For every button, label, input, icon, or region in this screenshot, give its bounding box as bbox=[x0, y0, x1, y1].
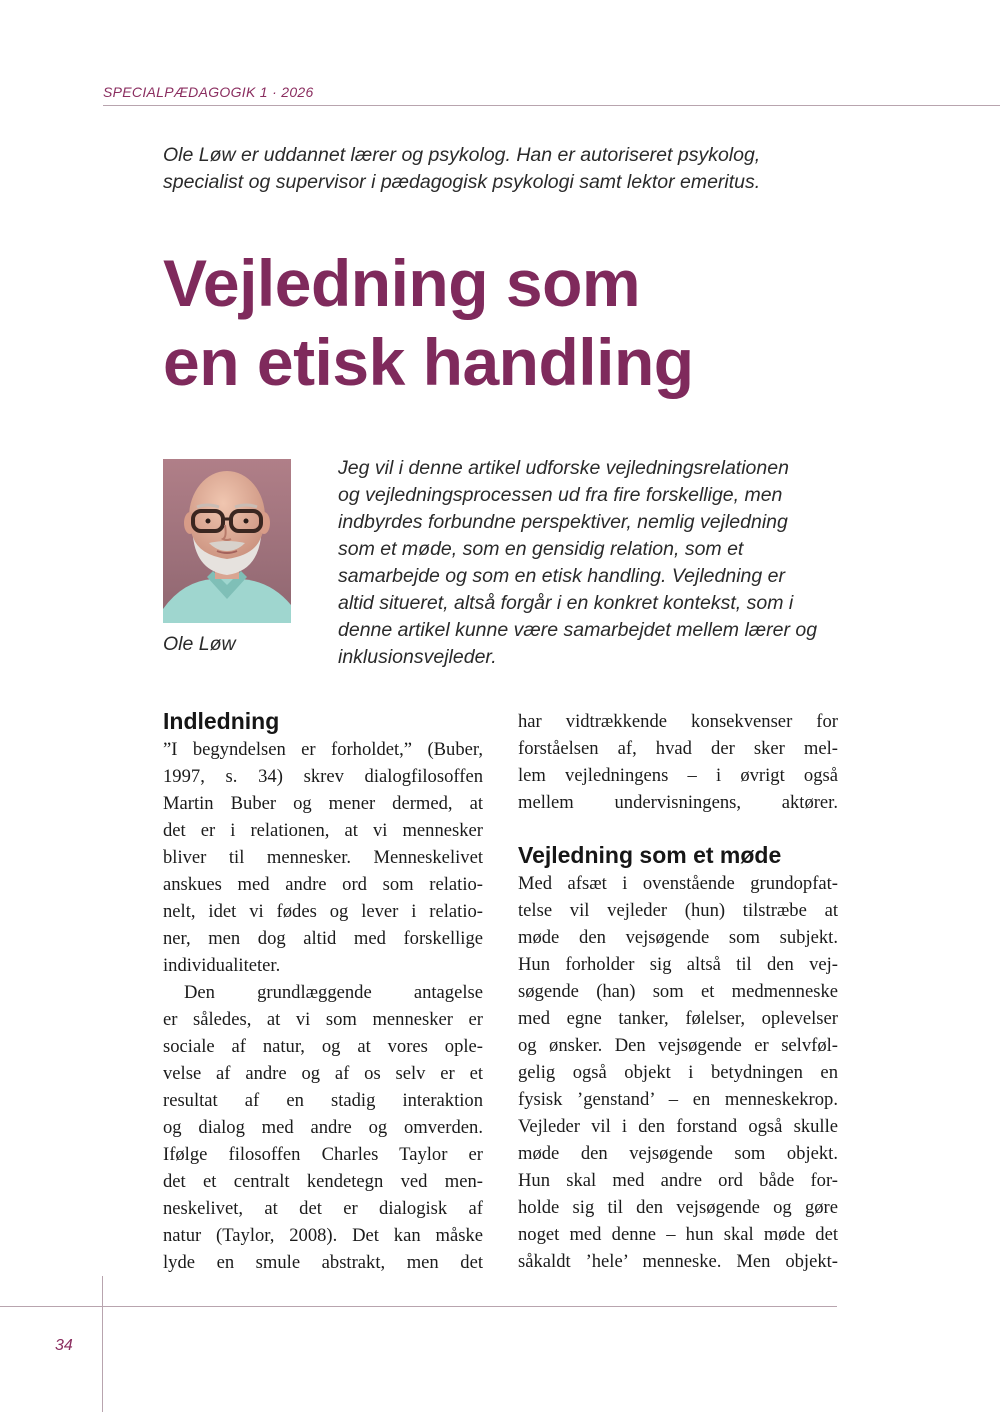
text-line: individualiteter. bbox=[163, 955, 281, 976]
running-header: SPECIALPÆDAGOGIK 1 · 2026 bbox=[103, 84, 314, 100]
text-line: ner, men dog altid med forskellige bbox=[163, 928, 483, 949]
author-note bbox=[163, 142, 843, 196]
text-line: det er i relationen, at vi mennesker bbox=[163, 820, 483, 841]
title-line: en etisk handling bbox=[163, 325, 694, 399]
text-line: noget med denne – hun skal møde det bbox=[518, 1224, 838, 1245]
text-line: neskelivet, at det er dialogisk af bbox=[163, 1198, 483, 1219]
text-line: er således, at vi som mennesker er bbox=[163, 1009, 483, 1030]
text-line: Med afsæt i ovenstående grundopfat- bbox=[518, 873, 838, 894]
abstract-line: samarbejde og som en etisk handling. Vejledning er bbox=[338, 565, 785, 587]
text-line: Hun skal med andre ord både for- bbox=[518, 1170, 838, 1191]
text-line: søgende (han) som et medmenneske bbox=[518, 981, 838, 1002]
text-line: resultat af en stadig interaktion bbox=[163, 1090, 483, 1111]
article-title bbox=[163, 244, 694, 402]
text-line: Vejleder vil i den forstand også skulle bbox=[518, 1116, 838, 1137]
author-note-line: Ole Løw er uddannet lærer og psykolog. Han er autoriseret psykolog, bbox=[163, 144, 761, 166]
text-line: nelt, idet vi fødes og lever i relatio- bbox=[163, 901, 483, 922]
text-line: Den grundlæggende antagelse bbox=[184, 982, 483, 1003]
text-line: Hun forholder sig altså til den vej- bbox=[518, 954, 838, 975]
abstract-line: inklusionsvejleder. bbox=[338, 646, 497, 668]
text-line: mellem undervisningens, aktører. bbox=[518, 792, 838, 813]
abstract-line: denne artikel kunne være samarbejdet mellem lærer og bbox=[338, 619, 818, 641]
text-line: natur (Taylor, 2008). Det kan måske bbox=[163, 1225, 483, 1246]
text-line: lyde en smule abstrakt, men det bbox=[163, 1252, 483, 1273]
text-line: møde den vejsøgende som subjekt. bbox=[518, 927, 838, 948]
text-line: med egne tanker, følelser, oplevelser bbox=[518, 1008, 838, 1029]
author-portrait-illustration bbox=[163, 459, 291, 623]
text-line: bliver til mennesker. Menneskelivet bbox=[163, 847, 483, 868]
text-line: det et centralt kendetegn ved men- bbox=[163, 1171, 483, 1192]
author-note-line: specialist og supervisor i pædagogisk psykologi samt lektor emeritus. bbox=[163, 171, 761, 193]
abstract-line: indbyrdes forbundne perspektiver, nemlig vejledning bbox=[338, 511, 788, 533]
text-line: ”I begyndelsen er forholdet,” (Buber, bbox=[163, 739, 483, 760]
text-line: og ønsker. Den vejsøgende er selvføl- bbox=[518, 1035, 838, 1056]
section-spacer bbox=[518, 816, 838, 840]
abstract-line: Jeg vil i denne artikel udforske vejledningsrelationen bbox=[338, 457, 789, 479]
meeting-paragraph bbox=[518, 870, 838, 1275]
text-line: anskues med andre ord som relatio- bbox=[163, 874, 483, 895]
header-rule bbox=[103, 105, 1000, 106]
body-column-right bbox=[518, 708, 838, 1275]
page-number: 34 bbox=[55, 1337, 73, 1354]
text-line: møde den vejsøgende som objekt. bbox=[518, 1143, 838, 1164]
text-line: holde sig til den vejsøgende og gøre bbox=[518, 1197, 838, 1218]
text-line: og dialog med andre og omverden. bbox=[163, 1117, 483, 1138]
photo-caption: Ole Løw bbox=[163, 633, 236, 655]
text-line: sociale af natur, og at vores ople- bbox=[163, 1036, 483, 1057]
text-line: Martin Buber og mener dermed, at bbox=[163, 793, 483, 814]
text-line: forståelsen af, hvad der sker mel- bbox=[518, 738, 838, 759]
text-line: såkaldt ’hele’ menneske. Men objekt- bbox=[518, 1251, 838, 1272]
body-column-left bbox=[163, 706, 483, 1276]
title-line: Vejledning som bbox=[163, 246, 641, 320]
text-line: velse af andre og af os selv er et bbox=[163, 1063, 483, 1084]
text-line: fysisk ’genstand’ – en menneskekrop. bbox=[518, 1089, 838, 1110]
text-line: har vidtrækkende konsekvenser for bbox=[518, 711, 838, 732]
text-line: gelig også objekt i betydningen en bbox=[518, 1062, 838, 1083]
abstract-line: og vejledningsprocessen ud fra fire forskellige, men bbox=[338, 484, 783, 506]
text-line: telse vil vejleder (hun) tilstræbe at bbox=[518, 900, 838, 921]
intro-paragraph-2 bbox=[163, 979, 483, 1276]
intro-paragraph-2-continued bbox=[518, 708, 838, 816]
abstract-line: altid situeret, altså forgår i en konkret kontekst, som i bbox=[338, 592, 794, 614]
text-line: 1997, s. 34) skrev dialogfilosoffen bbox=[163, 766, 483, 787]
intro-paragraph-1 bbox=[163, 736, 483, 979]
article-abstract bbox=[338, 455, 858, 671]
footer-vertical-rule bbox=[102, 1276, 103, 1412]
section-heading-meeting: Vejledning som et møde bbox=[518, 842, 782, 868]
section-heading-intro: Indledning bbox=[163, 708, 280, 734]
author-photo bbox=[163, 459, 291, 623]
abstract-line: som et møde, som en gensidig relation, som et bbox=[338, 538, 744, 560]
text-line: Ifølge filosoffen Charles Taylor er bbox=[163, 1144, 483, 1165]
text-line: lem vejledningens – i øvrigt også bbox=[518, 765, 838, 786]
footer-rule bbox=[0, 1306, 837, 1307]
